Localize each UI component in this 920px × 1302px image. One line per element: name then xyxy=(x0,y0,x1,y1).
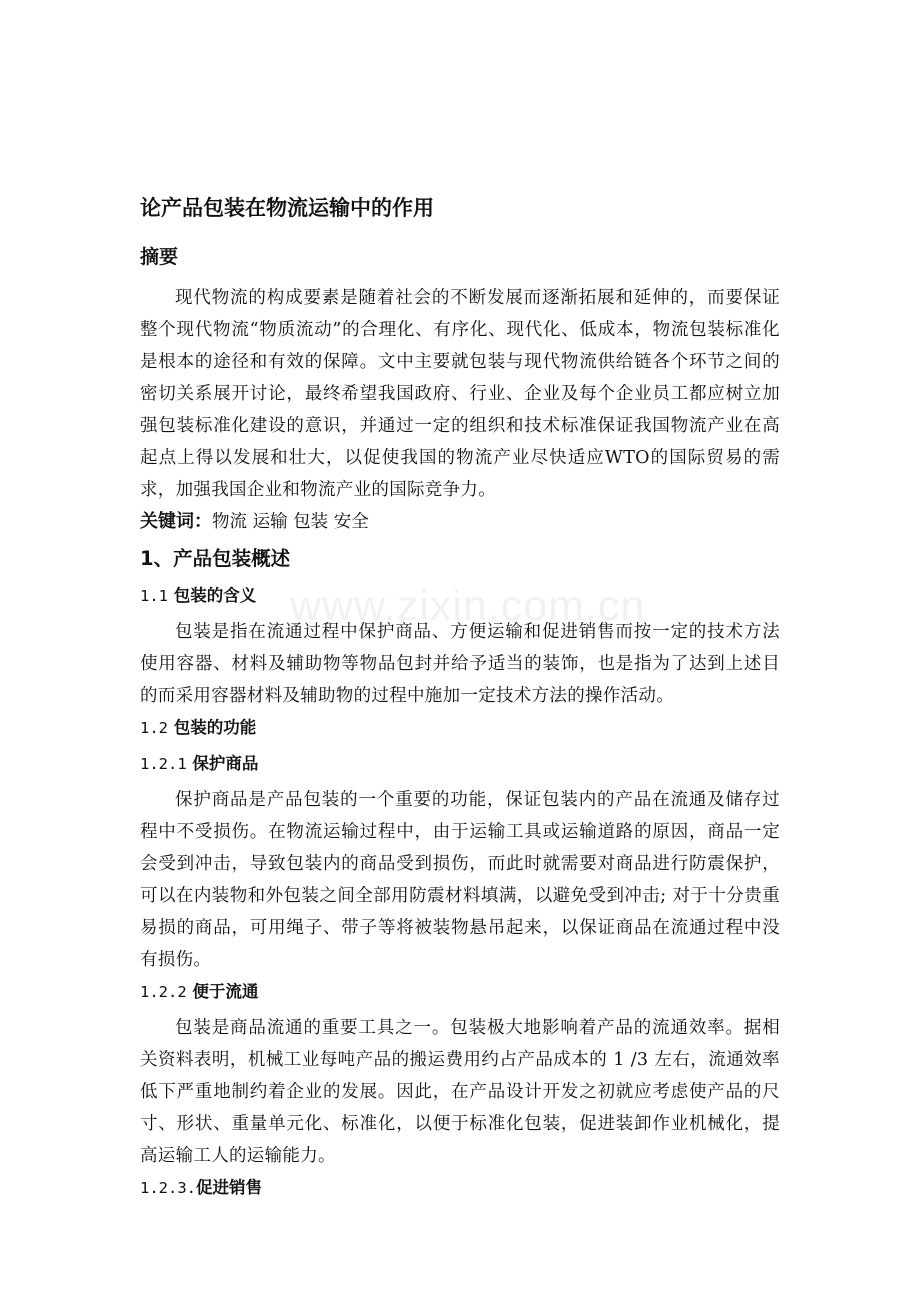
section-1-1-heading xyxy=(140,580,780,616)
section-1-2-2-paragraph: 包装是商品流通的重要工具之一。包装极大地影响着产品的流通效率。据相关资料表明，机械工业每吨产品的搬运费用约占产品成本的 1 /3 左右，流通效率低下严重地制约着企业的发展。因此，在产品设计开发之初就应考虑使产品的尺寸、形状、重量单元化、标准化，以便于标准化包装，促进装卸作业机械化，提高运输工人的运输能力。 xyxy=(140,1018,780,1166)
section-1-2-2-title: 便于流通 xyxy=(192,982,259,1001)
keywords-label: 关键词： xyxy=(140,511,212,532)
section-1-2-3-title: 促进销售 xyxy=(196,1178,262,1197)
keywords-text: 物流 运输 包装 安全 xyxy=(212,512,369,532)
section-1-2-3-number: 1.2.3. xyxy=(140,1179,196,1197)
section-1-1-title: 包装的含义 xyxy=(173,586,257,605)
abstract-paragraph: 现代物流的构成要素是随着社会的不断发展而逐渐拓展和延伸的，而要保证整个现代物流“物质流动”的合理化、有序化、现代化、低成本，物流包装标准化是根本的途径和有效的保障。文中主要就包装与现代物流供给链各个环节之间的密切关系展开讨论，最终希望我国政府、行业、企业及每个企业员工都应树立加强包装标准化建设的意识，并通过一定的组织和技术标准保证我国物流产业在高起点上得以发展和壮大，以促使我国的物流产业尽快适应WTO的国际贸易的需求，加强我国企业和物流产业的国际竞争力。 xyxy=(140,288,780,500)
section-1-2-1-title: 保护商品 xyxy=(192,754,259,773)
section-1-2-1-heading xyxy=(140,748,780,784)
section-1-2-2-heading xyxy=(140,976,780,1012)
abstract-heading: 摘要 xyxy=(140,246,179,268)
section-1-2-3-heading xyxy=(140,1172,780,1208)
section-1-1-paragraph: 包装是指在流通过程中保护商品、方便运输和促进销售而按一定的技术方法使用容器、材料及辅助物等物品包封并给予适当的装饰，也是指为了达到上述目的而采用容器材料及辅助物的过程中施加一定技术方法的操作活动。 xyxy=(140,622,780,706)
section-1-2-1-paragraph: 保护商品是产品包装的一个重要的功能，保证包装内的产品在流通及储存过程中不受损伤。在物流运输过程中，由于运输工具或运输道路的原因，商品一定会受到冲击，导致包装内的商品受到损伤，而此时就需要对商品进行防震保护，可以在内装物和外包装之间全部用防震材料填满，以避免受到冲击; 对于十分贵重易损的商品，可用绳子、带子等将被装物悬吊起来，以保证商品在流通过程中没有损伤。 xyxy=(140,790,780,970)
section-1-2-2-number: 1.2.2 xyxy=(140,983,187,1001)
watermark: www.zixin.com.cn xyxy=(290,582,646,630)
document-body xyxy=(140,192,780,1208)
document-title: 论产品包装在物流运输中的作用 xyxy=(140,196,434,220)
keywords-line xyxy=(140,506,780,538)
section-1-heading: 1、产品包装概述 xyxy=(140,547,291,570)
section-1-2-1-number: 1.2.1 xyxy=(140,755,187,773)
section-1-1-number: 1.1 xyxy=(140,587,168,605)
section-1-2-number: 1.2 xyxy=(140,719,168,737)
section-1-2-heading xyxy=(140,712,780,748)
section-1-2-title: 包装的功能 xyxy=(173,718,257,737)
